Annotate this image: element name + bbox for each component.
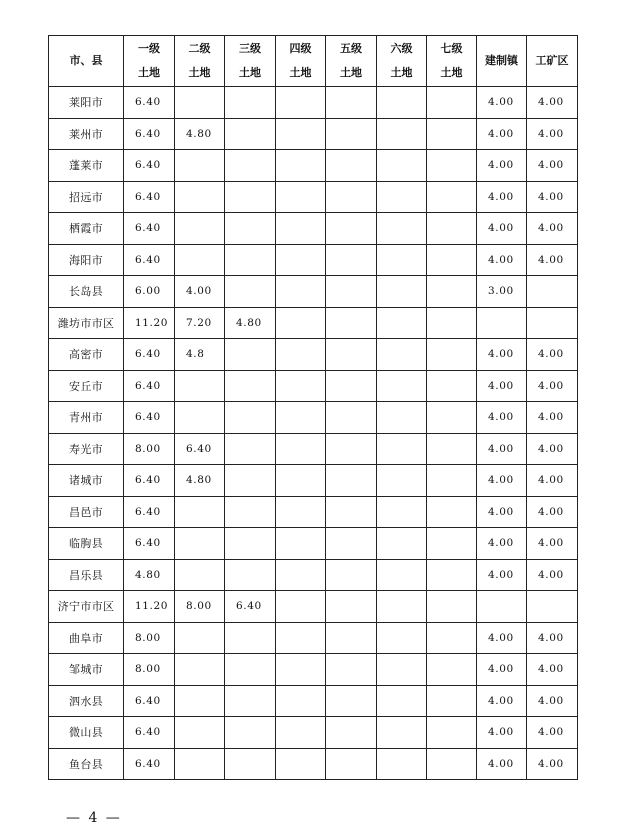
grade-7-cell <box>427 402 477 434</box>
table-row <box>49 748 578 780</box>
county-name-cell: 临朐县 <box>49 528 124 560</box>
grade-7-cell <box>427 213 477 245</box>
grade-5-cell <box>326 528 377 560</box>
grade-1-cell: 6.40 <box>124 244 175 276</box>
grade-6-cell <box>377 307 427 339</box>
table-row <box>49 181 578 213</box>
grade-2-cell: 4.80 <box>175 118 225 150</box>
grade-3-cell <box>225 339 276 371</box>
mining-area-cell: 4.00 <box>527 150 578 182</box>
county-name-cell: 莱州市 <box>49 118 124 150</box>
town-cell: 4.00 <box>477 370 527 402</box>
grade-3-cell <box>225 559 276 591</box>
grade-6-cell <box>377 528 427 560</box>
table-row <box>49 307 578 339</box>
grade-7-cell <box>427 717 477 749</box>
grade-4-cell <box>276 685 326 717</box>
town-cell: 4.00 <box>477 748 527 780</box>
grade-5-cell <box>326 496 377 528</box>
grade-7-cell <box>427 244 477 276</box>
grade-7-cell <box>427 433 477 465</box>
grade-5-cell <box>326 717 377 749</box>
grade-4-cell <box>276 559 326 591</box>
grade-5-cell <box>326 465 377 497</box>
grade-4-cell <box>276 339 326 371</box>
grade-3-cell <box>225 150 276 182</box>
grade-5-cell <box>326 370 377 402</box>
grade-4-cell <box>276 370 326 402</box>
town-cell: 4.00 <box>477 622 527 654</box>
county-name-cell: 海阳市 <box>49 244 124 276</box>
mining-area-cell: 4.00 <box>527 685 578 717</box>
grade-7-cell <box>427 528 477 560</box>
grade-7-cell <box>427 622 477 654</box>
mining-area-cell: 4.00 <box>527 244 578 276</box>
header-town: 建制镇 <box>477 36 527 87</box>
grade-2-cell <box>175 244 225 276</box>
grade-3-cell: 6.40 <box>225 591 276 623</box>
table-row <box>49 717 578 749</box>
county-name-cell: 蓬莱市 <box>49 150 124 182</box>
grade-2-cell <box>175 654 225 686</box>
town-cell: 4.00 <box>477 244 527 276</box>
grade-3-cell <box>225 685 276 717</box>
table-row <box>49 339 578 371</box>
grade-1-cell: 6.40 <box>124 402 175 434</box>
grade-5-cell <box>326 150 377 182</box>
grade-6-cell <box>377 370 427 402</box>
town-cell: 4.00 <box>477 213 527 245</box>
county-name-cell: 诸城市 <box>49 465 124 497</box>
grade-4-cell <box>276 118 326 150</box>
town-cell: 4.00 <box>477 339 527 371</box>
grade-7-cell <box>427 496 477 528</box>
grade-3-cell <box>225 276 276 308</box>
grade-2-cell <box>175 496 225 528</box>
grade-5-cell <box>326 87 377 119</box>
grade-6-cell <box>377 433 427 465</box>
town-cell: 4.00 <box>477 402 527 434</box>
town-cell: 4.00 <box>477 685 527 717</box>
grade-5-cell <box>326 559 377 591</box>
town-cell: 4.00 <box>477 433 527 465</box>
grade-6-cell <box>377 339 427 371</box>
mining-area-cell: 4.00 <box>527 339 578 371</box>
grade-3-cell <box>225 528 276 560</box>
table-row <box>49 150 578 182</box>
grade-3-cell <box>225 622 276 654</box>
town-cell: 4.00 <box>477 559 527 591</box>
grade-5-cell <box>326 591 377 623</box>
header-grade-7: 七级 土地 <box>427 36 477 87</box>
grade-2-cell: 7.20 <box>175 307 225 339</box>
county-name-cell: 邹城市 <box>49 654 124 686</box>
grade-1-cell: 6.40 <box>124 118 175 150</box>
grade-6-cell <box>377 213 427 245</box>
grade-4-cell <box>276 181 326 213</box>
mining-area-cell: 4.00 <box>527 370 578 402</box>
grade-2-cell: 4.8 <box>175 339 225 371</box>
table-row <box>49 213 578 245</box>
mining-area-cell: 4.00 <box>527 748 578 780</box>
grade-7-cell <box>427 465 477 497</box>
grade-4-cell <box>276 465 326 497</box>
grade-6-cell <box>377 181 427 213</box>
grade-5-cell <box>326 118 377 150</box>
table-row <box>49 591 578 623</box>
grade-7-cell <box>427 307 477 339</box>
grade-2-cell <box>175 402 225 434</box>
mining-area-cell <box>527 307 578 339</box>
town-cell: 3.00 <box>477 276 527 308</box>
grade-5-cell <box>326 685 377 717</box>
grade-1-cell: 6.40 <box>124 339 175 371</box>
mining-area-cell: 4.00 <box>527 433 578 465</box>
grade-3-cell <box>225 181 276 213</box>
table-row <box>49 370 578 402</box>
grade-2-cell <box>175 528 225 560</box>
county-name-cell: 泗水县 <box>49 685 124 717</box>
table-row <box>49 496 578 528</box>
grade-1-cell: 6.40 <box>124 685 175 717</box>
table-row <box>49 276 578 308</box>
grade-5-cell <box>326 276 377 308</box>
town-cell: 4.00 <box>477 528 527 560</box>
grade-2-cell <box>175 622 225 654</box>
grade-4-cell <box>276 528 326 560</box>
grade-6-cell <box>377 685 427 717</box>
county-name-cell: 昌乐县 <box>49 559 124 591</box>
grade-2-cell: 4.00 <box>175 276 225 308</box>
land-tax-rate-table <box>48 35 578 780</box>
grade-1-cell: 8.00 <box>124 654 175 686</box>
header-grade-5: 五级 土地 <box>326 36 377 87</box>
grade-3-cell <box>225 465 276 497</box>
table-row <box>49 528 578 560</box>
grade-7-cell <box>427 559 477 591</box>
grade-4-cell <box>276 213 326 245</box>
grade-1-cell: 6.40 <box>124 181 175 213</box>
table-row <box>49 622 578 654</box>
grade-1-cell: 11.20 <box>124 591 175 623</box>
mining-area-cell: 4.00 <box>527 402 578 434</box>
grade-5-cell <box>326 181 377 213</box>
grade-2-cell <box>175 213 225 245</box>
grade-1-cell: 6.40 <box>124 717 175 749</box>
grade-5-cell <box>326 244 377 276</box>
grade-1-cell: 6.40 <box>124 87 175 119</box>
town-cell: 4.00 <box>477 150 527 182</box>
grade-7-cell <box>427 370 477 402</box>
grade-1-cell: 6.40 <box>124 370 175 402</box>
grade-7-cell <box>427 150 477 182</box>
grade-2-cell <box>175 559 225 591</box>
grade-6-cell <box>377 622 427 654</box>
header-grade-1: 一级 土地 <box>124 36 175 87</box>
grade-7-cell <box>427 685 477 717</box>
grade-3-cell <box>225 118 276 150</box>
grade-7-cell <box>427 181 477 213</box>
grade-4-cell <box>276 402 326 434</box>
grade-2-cell <box>175 748 225 780</box>
mining-area-cell: 4.00 <box>527 213 578 245</box>
county-name-cell: 曲阜市 <box>49 622 124 654</box>
header-grade-2: 二级 土地 <box>175 36 225 87</box>
table-row <box>49 244 578 276</box>
table-row <box>49 433 578 465</box>
mining-area-cell: 4.00 <box>527 181 578 213</box>
county-name-cell: 昌邑市 <box>49 496 124 528</box>
grade-4-cell <box>276 496 326 528</box>
grade-2-cell <box>175 717 225 749</box>
grade-4-cell <box>276 654 326 686</box>
grade-3-cell <box>225 87 276 119</box>
header-mining-area: 工矿区 <box>527 36 578 87</box>
grade-4-cell <box>276 591 326 623</box>
town-cell: 4.00 <box>477 181 527 213</box>
grade-3-cell: 4.80 <box>225 307 276 339</box>
grade-4-cell <box>276 307 326 339</box>
grade-7-cell <box>427 591 477 623</box>
county-name-cell: 鱼台县 <box>49 748 124 780</box>
town-cell: 4.00 <box>477 87 527 119</box>
mining-area-cell <box>527 276 578 308</box>
grade-1-cell: 6.40 <box>124 496 175 528</box>
grade-6-cell <box>377 654 427 686</box>
grade-6-cell <box>377 150 427 182</box>
table-body <box>49 87 578 780</box>
table-header-row <box>49 36 578 87</box>
grade-5-cell <box>326 622 377 654</box>
county-name-cell: 潍坊市市区 <box>49 307 124 339</box>
grade-7-cell <box>427 87 477 119</box>
grade-4-cell <box>276 433 326 465</box>
grade-1-cell: 6.40 <box>124 150 175 182</box>
grade-5-cell <box>326 339 377 371</box>
table-row <box>49 118 578 150</box>
mining-area-cell: 4.00 <box>527 622 578 654</box>
grade-3-cell <box>225 654 276 686</box>
grade-6-cell <box>377 244 427 276</box>
table-row <box>49 559 578 591</box>
grade-1-cell: 11.20 <box>124 307 175 339</box>
grade-2-cell <box>175 181 225 213</box>
grade-2-cell <box>175 370 225 402</box>
grade-6-cell <box>377 276 427 308</box>
grade-2-cell <box>175 685 225 717</box>
grade-6-cell <box>377 87 427 119</box>
grade-6-cell <box>377 748 427 780</box>
table-row <box>49 465 578 497</box>
mining-area-cell: 4.00 <box>527 465 578 497</box>
grade-1-cell: 8.00 <box>124 622 175 654</box>
grade-6-cell <box>377 402 427 434</box>
grade-5-cell <box>326 433 377 465</box>
grade-6-cell <box>377 591 427 623</box>
grade-1-cell: 6.40 <box>124 748 175 780</box>
grade-2-cell: 6.40 <box>175 433 225 465</box>
mining-area-cell: 4.00 <box>527 654 578 686</box>
county-name-cell: 济宁市市区 <box>49 591 124 623</box>
county-name-cell: 高密市 <box>49 339 124 371</box>
page-number: — 4 — <box>66 810 122 826</box>
grade-3-cell <box>225 370 276 402</box>
grade-2-cell <box>175 150 225 182</box>
mining-area-cell: 4.00 <box>527 717 578 749</box>
grade-4-cell <box>276 276 326 308</box>
grade-1-cell: 6.40 <box>124 465 175 497</box>
county-name-cell: 青州市 <box>49 402 124 434</box>
county-name-cell: 寿光市 <box>49 433 124 465</box>
town-cell <box>477 591 527 623</box>
town-cell <box>477 307 527 339</box>
grade-3-cell <box>225 244 276 276</box>
grade-5-cell <box>326 213 377 245</box>
town-cell: 4.00 <box>477 118 527 150</box>
grade-2-cell <box>175 87 225 119</box>
grade-4-cell <box>276 717 326 749</box>
header-grade-4: 四级 土地 <box>276 36 326 87</box>
grade-6-cell <box>377 496 427 528</box>
header-grade-6: 六级 土地 <box>377 36 427 87</box>
town-cell: 4.00 <box>477 465 527 497</box>
mining-area-cell: 4.00 <box>527 118 578 150</box>
town-cell: 4.00 <box>477 717 527 749</box>
table-row <box>49 654 578 686</box>
mining-area-cell <box>527 591 578 623</box>
mining-area-cell: 4.00 <box>527 496 578 528</box>
grade-5-cell <box>326 748 377 780</box>
grade-1-cell: 8.00 <box>124 433 175 465</box>
grade-3-cell <box>225 433 276 465</box>
grade-4-cell <box>276 150 326 182</box>
header-county: 市、县 <box>49 36 124 87</box>
grade-2-cell: 4.80 <box>175 465 225 497</box>
header-grade-3: 三级 土地 <box>225 36 276 87</box>
grade-3-cell <box>225 717 276 749</box>
grade-3-cell <box>225 402 276 434</box>
county-name-cell: 栖霞市 <box>49 213 124 245</box>
grade-4-cell <box>276 622 326 654</box>
county-name-cell: 长岛县 <box>49 276 124 308</box>
table-row <box>49 87 578 119</box>
grade-7-cell <box>427 276 477 308</box>
grade-1-cell: 6.40 <box>124 528 175 560</box>
grade-6-cell <box>377 559 427 591</box>
grade-1-cell: 6.40 <box>124 213 175 245</box>
table-row <box>49 685 578 717</box>
grade-7-cell <box>427 339 477 371</box>
mining-area-cell: 4.00 <box>527 528 578 560</box>
grade-3-cell <box>225 213 276 245</box>
mining-area-cell: 4.00 <box>527 559 578 591</box>
grade-7-cell <box>427 654 477 686</box>
grade-6-cell <box>377 465 427 497</box>
grade-6-cell <box>377 118 427 150</box>
grade-5-cell <box>326 402 377 434</box>
grade-4-cell <box>276 87 326 119</box>
county-name-cell: 安丘市 <box>49 370 124 402</box>
grade-4-cell <box>276 244 326 276</box>
county-name-cell: 莱阳市 <box>49 87 124 119</box>
county-name-cell: 招远市 <box>49 181 124 213</box>
grade-3-cell <box>225 496 276 528</box>
grade-5-cell <box>326 654 377 686</box>
grade-2-cell: 8.00 <box>175 591 225 623</box>
mining-area-cell: 4.00 <box>527 87 578 119</box>
table-row <box>49 402 578 434</box>
grade-1-cell: 4.80 <box>124 559 175 591</box>
town-cell: 4.00 <box>477 496 527 528</box>
county-name-cell: 微山县 <box>49 717 124 749</box>
grade-6-cell <box>377 717 427 749</box>
grade-7-cell <box>427 118 477 150</box>
grade-4-cell <box>276 748 326 780</box>
town-cell: 4.00 <box>477 654 527 686</box>
grade-3-cell <box>225 748 276 780</box>
grade-5-cell <box>326 307 377 339</box>
grade-1-cell: 6.00 <box>124 276 175 308</box>
grade-7-cell <box>427 748 477 780</box>
